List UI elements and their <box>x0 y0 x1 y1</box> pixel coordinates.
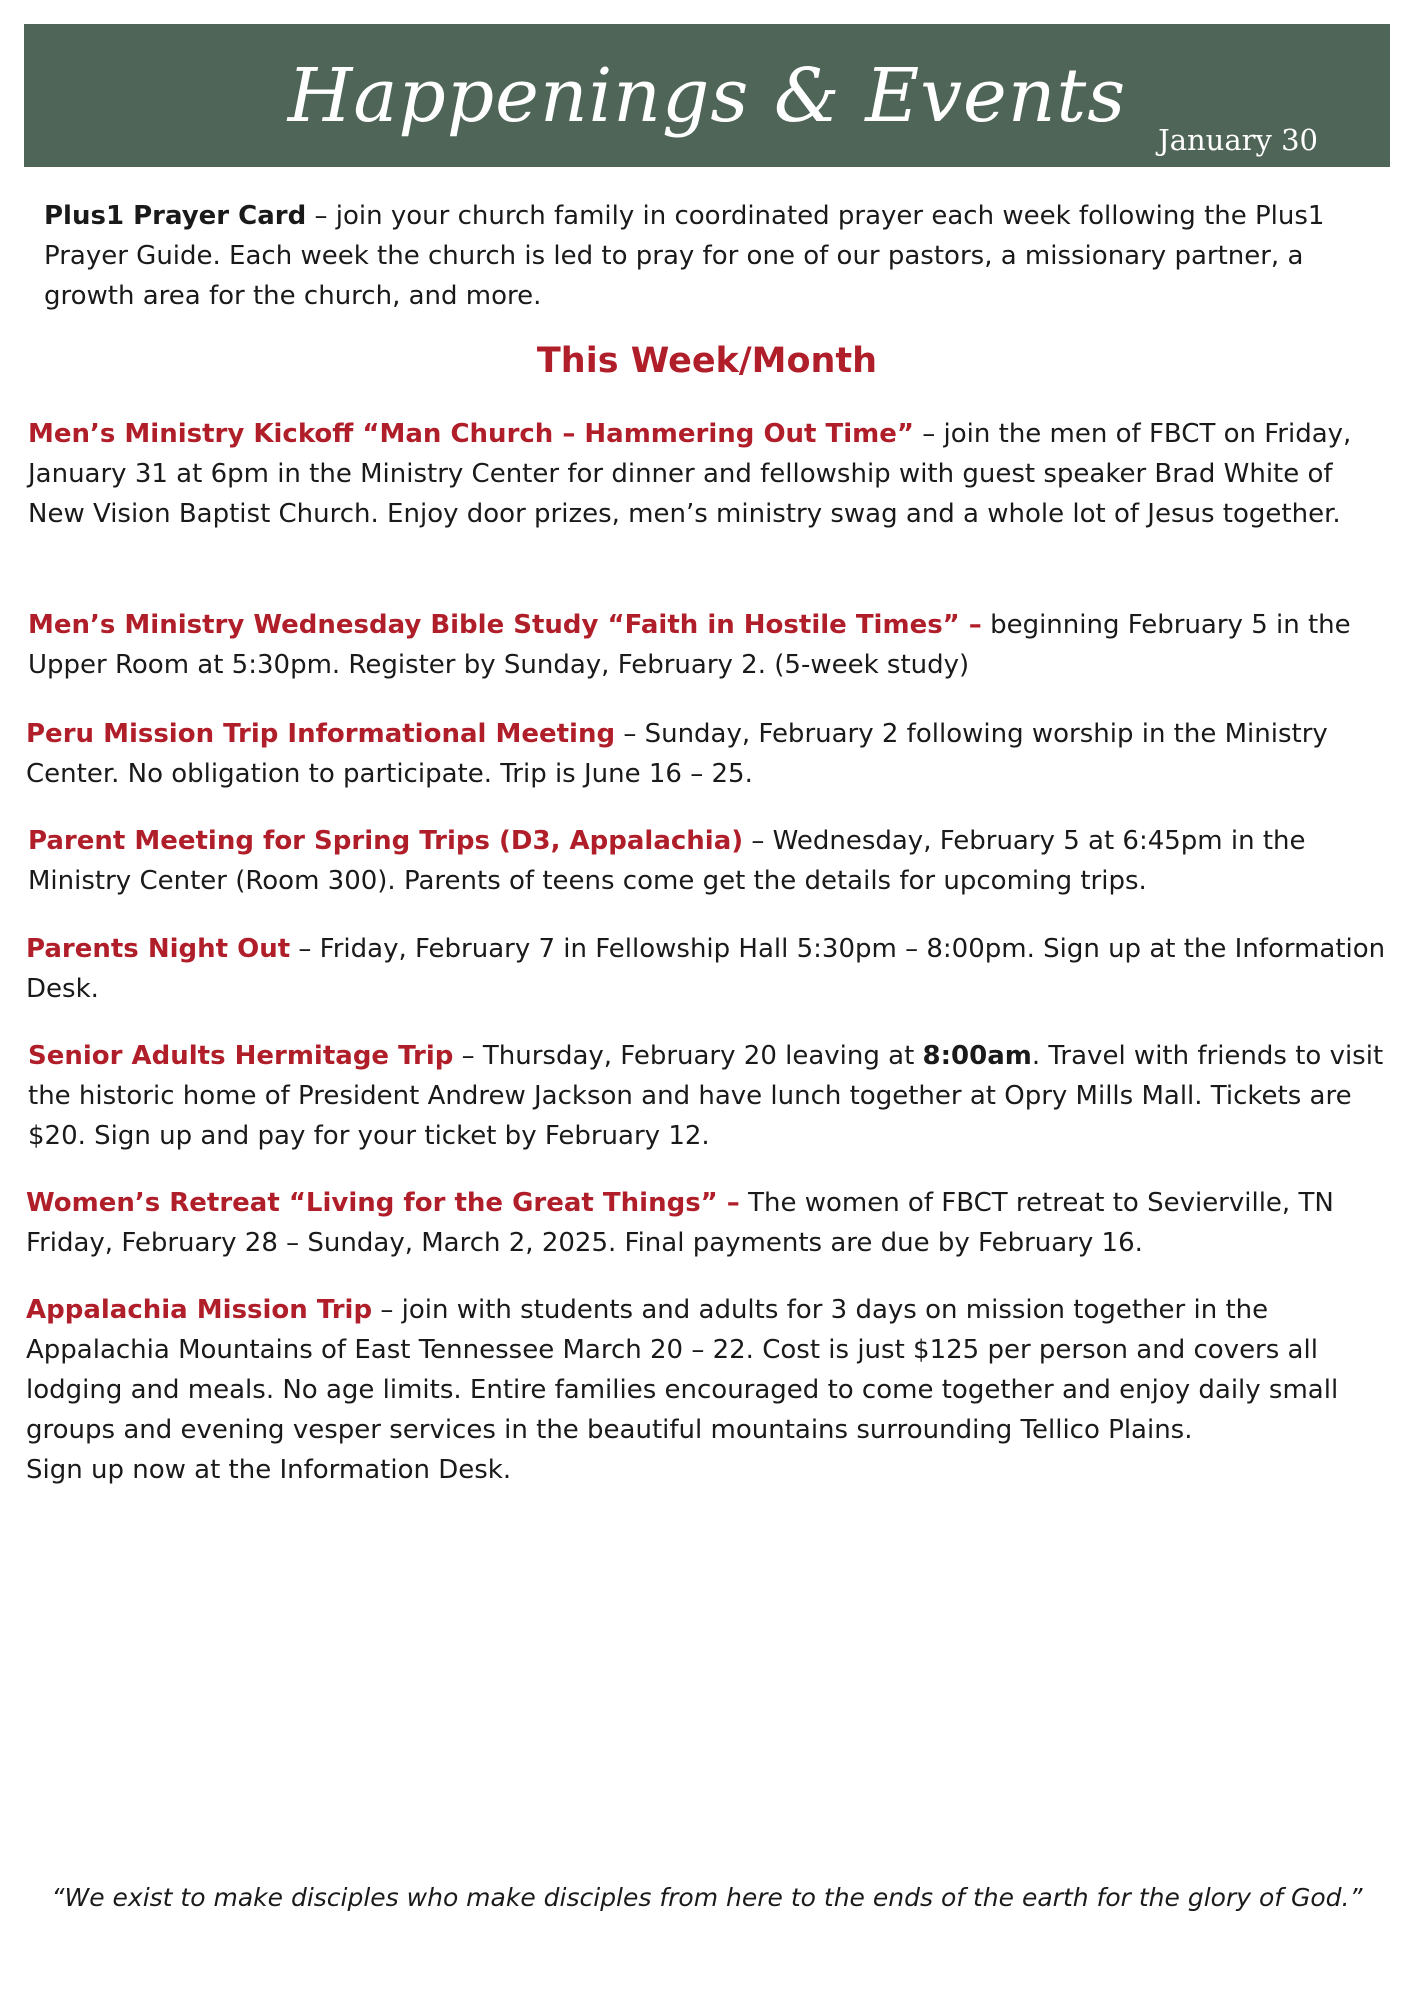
mission-statement: “We exist to make disciples who make disciples from here to the ends of the earth for the glory of God.” <box>51 1883 1363 1912</box>
event-item <box>26 929 1388 1009</box>
event-title: Men’s Ministry Wednesday Bible Study “Faith in Hostile Times” – <box>28 610 982 640</box>
event-body: – join with students and adults for 3 days on mission together in the Appalachia Mountains of East Tennessee March 20 – 22. Cost is just $125 per person and covers all lodging and meals. No age limits. Entire families encouraged to come together and enjoy daily small groups and evening vesper services in the beautiful mountains surrounding Tellico Plains. <box>26 1295 1339 1445</box>
event-title: Men’s Ministry Kickoff “Man Church – Hammering Out Time” <box>28 419 914 449</box>
event-time-bold: 8:00am <box>922 1041 1032 1071</box>
intro-paragraph <box>44 196 1354 316</box>
event-item <box>28 821 1390 901</box>
event-item <box>28 414 1390 534</box>
event-title: Peru Mission Trip Informational Meeting <box>26 719 616 749</box>
event-title: Women’s Retreat “Living for the Great Things” – <box>26 1188 740 1218</box>
intro-body: – join your church family in coordinated prayer each week following the Plus1 Prayer Guide. Each week the church is led to pray for one of our pastors, a missionary partner, a growth area for the church, and more. <box>44 201 1325 311</box>
page-title: Happenings & Events <box>287 53 1127 139</box>
event-body: – Friday, February 7 in Fellowship Hall 5:30pm – 8:00pm. Sign up at the Information Desk. <box>26 934 1386 1004</box>
event-body: – join the men of FBCT on Friday, January 31 at 6pm in the Ministry Center for dinner and fellowship with guest speaker Brad White of New Vision Baptist Church. Enjoy door prizes, men’s ministry swag and a whole lot of Jesus together. <box>28 419 1352 529</box>
issue-date: January 30 <box>1158 123 1318 157</box>
event-item <box>26 1183 1388 1263</box>
event-body-rest: . Travel with friends to visit the historic home of President Andrew Jackson and have lunch together at Opry Mills Mall. Tickets are $20. Sign up and pay for your ticket by February 12. <box>28 1041 1384 1151</box>
event-title: Parents Night Out <box>26 934 291 964</box>
event-body: – Wednesday, February 5 at 6:45pm in the Ministry Center (Room 300). Parents of teens come get the details for upcoming trips. <box>28 826 1306 896</box>
event-body: The women of FBCT retreat to Sevierville, TN Friday, February 28 – Sunday, March 2, 2025. Final payments are due by February 16. <box>26 1188 1334 1258</box>
event-item <box>28 605 1390 685</box>
event-signup-line: Sign up now at the Information Desk. <box>26 1455 512 1485</box>
event-item <box>26 714 1388 794</box>
event-body: – Thursday, February 20 leaving at <box>453 1041 923 1071</box>
section-heading: This Week/Month <box>536 341 878 381</box>
event-title: Appalachia Mission Trip <box>26 1295 373 1325</box>
event-title: Parent Meeting for Spring Trips (D3, Appalachia) <box>28 826 744 856</box>
header-banner <box>24 24 1390 167</box>
event-item <box>26 1290 1388 1490</box>
event-body: beginning February 5 in the Upper Room at 5:30pm. Register by Sunday, February 2. (5-week study) <box>28 610 1351 680</box>
intro-title: Plus1 Prayer Card <box>44 201 307 231</box>
event-item <box>28 1036 1390 1156</box>
event-body: – Sunday, February 2 following worship in the Ministry Center. No obligation to participate. Trip is June 16 – 25. <box>26 719 1328 789</box>
event-title: Senior Adults Hermitage Trip <box>28 1041 454 1071</box>
